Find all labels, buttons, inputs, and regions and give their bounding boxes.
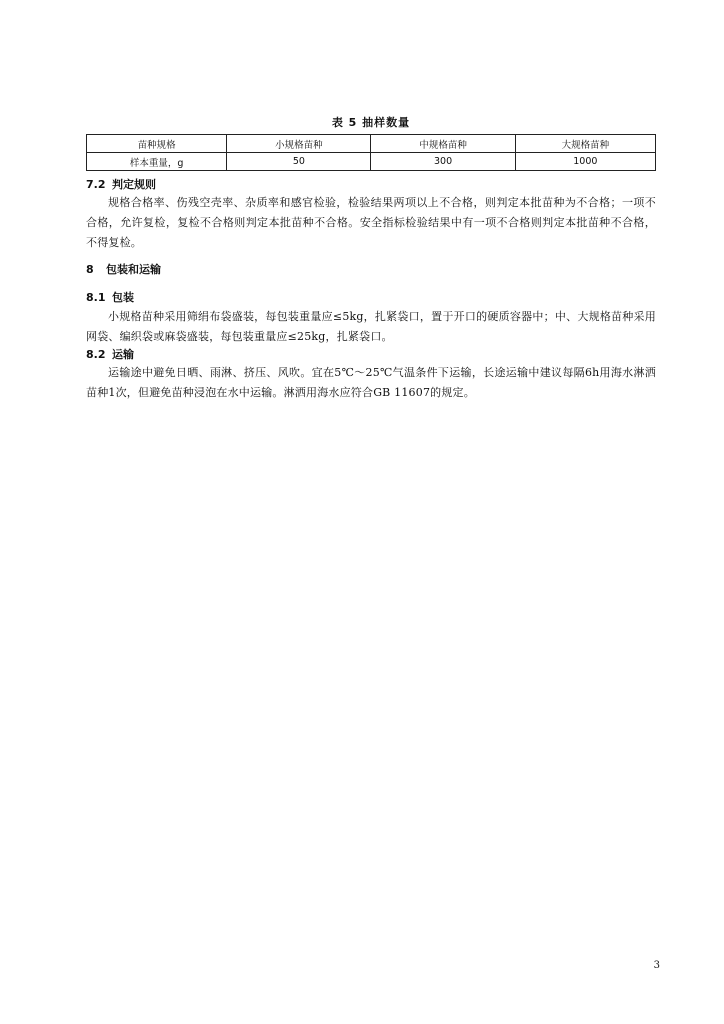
table-cell: 样本重量，g [87, 153, 227, 171]
sampling-table [86, 134, 656, 171]
section-8-2-heading [86, 347, 134, 363]
section-8-2-body: 运输途中避免日晒、雨淋、挤压、风吹。宜在5℃～25℃气温条件下运输，长途运输中建议每隔6h用海水淋洒苗种1次，但避免苗种浸泡在水中运输。淋洒用海水应符合GB 11607的规定。 [86, 366, 656, 399]
section-title: 判定规则 [112, 178, 156, 191]
page-number: 3 [653, 960, 660, 971]
table-header-cell: 中规格苗种 [371, 135, 515, 153]
table-cell: 1000 [515, 153, 655, 171]
section-8-heading [86, 262, 161, 278]
table-cell: 300 [371, 153, 515, 171]
section-8-1-heading [86, 290, 134, 306]
table-header-cell: 大规格苗种 [515, 135, 655, 153]
table-cell: 50 [227, 153, 371, 171]
section-number: 8.2 [86, 348, 106, 361]
table-caption: 表 5 抽样数量 [331, 116, 411, 129]
section-7-2-heading [86, 177, 156, 193]
section-number: 7.2 [86, 178, 106, 191]
section-title: 包装 [112, 291, 134, 304]
section-title: 运输 [112, 348, 134, 361]
table-row [87, 153, 656, 171]
table-header-row [87, 135, 656, 153]
table-header-cell: 苗种规格 [87, 135, 227, 153]
section-7-2-body: 规格合格率、伤残空壳率、杂质率和感官检验，检验结果两项以上不合格，则判定本批苗种为不合格；一项不合格，允许复检，复检不合格则判定本批苗种不合格。安全指标检验结果中有一项不合格则判定本批苗种不合格，不得复检。 [86, 196, 656, 249]
section-title: 包装和运输 [106, 263, 161, 276]
section-number: 8.1 [86, 291, 106, 304]
section-8-1-body: 小规格苗种采用筛绢布袋盛装，每包装重量应≤5kg，扎紧袋口，置于开口的硬质容器中；中、大规格苗种采用网袋、编织袋或麻袋盛装，每包装重量应≤25kg，扎紧袋口。 [86, 310, 656, 343]
section-number: 8 [86, 263, 94, 276]
table-header-cell: 小规格苗种 [227, 135, 371, 153]
